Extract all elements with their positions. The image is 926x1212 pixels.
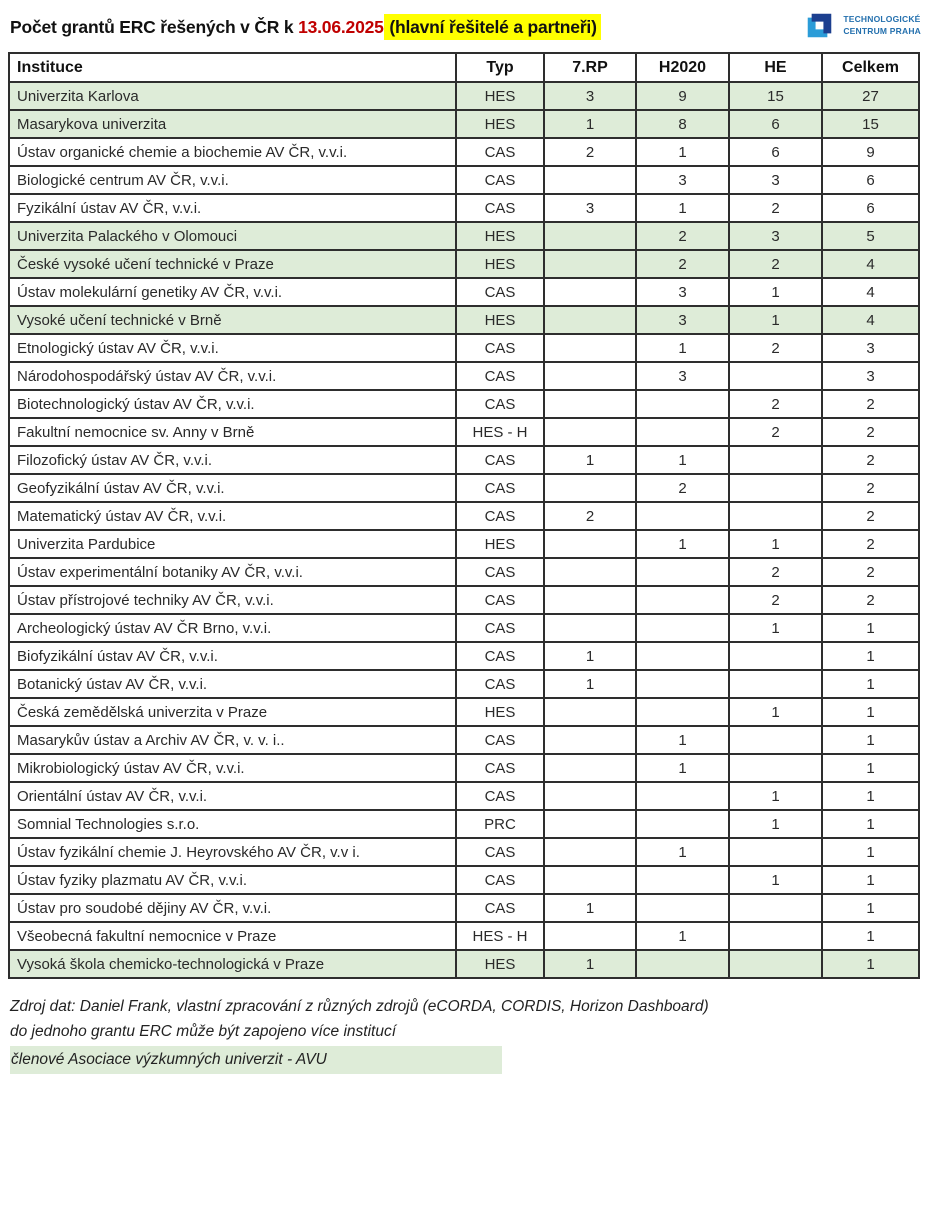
title-date: 13.06.2025 xyxy=(298,17,384,37)
cell-h2020 xyxy=(636,782,729,810)
cell-celkem: 2 xyxy=(822,474,919,502)
page-title xyxy=(10,17,918,38)
cell-typ: CAS xyxy=(456,334,544,362)
cell-rp7 xyxy=(544,866,636,894)
cell-instituce: Fakultní nemocnice sv. Anny v Brně xyxy=(9,418,456,446)
table-row xyxy=(9,586,919,614)
cell-typ: CAS xyxy=(456,446,544,474)
cell-celkem: 15 xyxy=(822,110,919,138)
table-row xyxy=(9,166,919,194)
cell-typ: CAS xyxy=(456,866,544,894)
cell-h2020 xyxy=(636,586,729,614)
table-row xyxy=(9,250,919,278)
cell-he: 6 xyxy=(729,138,822,166)
cell-celkem: 4 xyxy=(822,250,919,278)
source-note: Zdroj dat: Daniel Frank, vlastní zpracování z různých zdrojů (eCORDA, CORDIS, Horizon Dashboard) xyxy=(10,998,709,1015)
cell-celkem: 3 xyxy=(822,362,919,390)
cell-typ: HES xyxy=(456,110,544,138)
cell-celkem: 1 xyxy=(822,782,919,810)
cell-rp7: 2 xyxy=(544,138,636,166)
table-row xyxy=(9,866,919,894)
table-row xyxy=(9,726,919,754)
cell-typ: CAS xyxy=(456,194,544,222)
column-header-instituce: Instituce xyxy=(9,53,456,82)
table-row xyxy=(9,390,919,418)
cell-instituce: Archeologický ústav AV ČR Brno, v.v.i. xyxy=(9,614,456,642)
avu-legend-note: členové Asociace výzkumných univerzit - AVU xyxy=(10,1046,502,1074)
cell-h2020: 1 xyxy=(636,530,729,558)
cell-h2020: 1 xyxy=(636,838,729,866)
cell-rp7: 1 xyxy=(544,894,636,922)
table-header-row xyxy=(9,53,919,82)
cell-rp7 xyxy=(544,586,636,614)
table-row xyxy=(9,754,919,782)
cell-rp7 xyxy=(544,474,636,502)
cell-typ: HES xyxy=(456,306,544,334)
cell-celkem: 4 xyxy=(822,278,919,306)
cell-rp7 xyxy=(544,838,636,866)
cell-celkem: 4 xyxy=(822,306,919,334)
cell-celkem: 1 xyxy=(822,614,919,642)
cell-h2020 xyxy=(636,950,729,978)
cell-he: 1 xyxy=(729,278,822,306)
table-row xyxy=(9,502,919,530)
cell-typ: CAS xyxy=(456,782,544,810)
cell-rp7 xyxy=(544,278,636,306)
cell-he: 2 xyxy=(729,586,822,614)
cell-rp7 xyxy=(544,334,636,362)
table-row xyxy=(9,614,919,642)
cell-celkem: 2 xyxy=(822,446,919,474)
cell-rp7: 1 xyxy=(544,642,636,670)
cell-typ: HES - H xyxy=(456,418,544,446)
cell-celkem: 2 xyxy=(822,586,919,614)
cell-celkem: 1 xyxy=(822,810,919,838)
cell-rp7 xyxy=(544,782,636,810)
cell-he xyxy=(729,362,822,390)
cell-typ: CAS xyxy=(456,502,544,530)
cell-celkem: 2 xyxy=(822,418,919,446)
cell-he: 2 xyxy=(729,194,822,222)
table-row xyxy=(9,642,919,670)
cell-h2020: 1 xyxy=(636,446,729,474)
cell-typ: HES - H xyxy=(456,922,544,950)
cell-h2020: 3 xyxy=(636,362,729,390)
cell-h2020: 2 xyxy=(636,222,729,250)
cell-instituce: Vysoká škola chemicko-technologická v Praze xyxy=(9,950,456,978)
cell-instituce: Ústav pro soudobé dějiny AV ČR, v.v.i. xyxy=(9,894,456,922)
table-row xyxy=(9,670,919,698)
cell-he: 1 xyxy=(729,698,822,726)
cell-rp7: 1 xyxy=(544,110,636,138)
cell-rp7 xyxy=(544,530,636,558)
cell-h2020 xyxy=(636,670,729,698)
cell-celkem: 1 xyxy=(822,726,919,754)
cell-rp7 xyxy=(544,810,636,838)
cell-instituce: Ústav organické chemie a biochemie AV ČR, v.v.i. xyxy=(9,138,456,166)
table-row xyxy=(9,110,919,138)
cell-typ: PRC xyxy=(456,810,544,838)
cell-h2020 xyxy=(636,810,729,838)
cell-celkem: 2 xyxy=(822,530,919,558)
cell-typ: HES xyxy=(456,222,544,250)
cell-rp7: 2 xyxy=(544,502,636,530)
cell-he: 2 xyxy=(729,418,822,446)
cell-he xyxy=(729,754,822,782)
cell-typ: CAS xyxy=(456,614,544,642)
cell-he xyxy=(729,838,822,866)
cell-celkem: 27 xyxy=(822,82,919,110)
cell-h2020: 2 xyxy=(636,474,729,502)
cell-rp7 xyxy=(544,362,636,390)
cell-instituce: Všeobecná fakultní nemocnice v Praze xyxy=(9,922,456,950)
cell-he: 1 xyxy=(729,614,822,642)
cell-h2020 xyxy=(636,642,729,670)
cell-instituce: Biologické centrum AV ČR, v.v.i. xyxy=(9,166,456,194)
cell-rp7 xyxy=(544,390,636,418)
table-row xyxy=(9,782,919,810)
cell-instituce: Botanický ústav AV ČR, v.v.i. xyxy=(9,670,456,698)
cell-instituce: Etnologický ústav AV ČR, v.v.i. xyxy=(9,334,456,362)
cell-instituce: Mikrobiologický ústav AV ČR, v.v.i. xyxy=(9,754,456,782)
cell-typ: CAS xyxy=(456,474,544,502)
cell-he: 1 xyxy=(729,306,822,334)
cell-celkem: 2 xyxy=(822,558,919,586)
cell-he xyxy=(729,726,822,754)
table-row xyxy=(9,334,919,362)
logo-text-line2: CENTRUM PRAHA xyxy=(843,25,921,36)
cell-typ: CAS xyxy=(456,166,544,194)
cell-typ: CAS xyxy=(456,390,544,418)
column-header-h2020: H2020 xyxy=(636,53,729,82)
cell-instituce: Geofyzikální ústav AV ČR, v.v.i. xyxy=(9,474,456,502)
cell-instituce: Vysoké učení technické v Brně xyxy=(9,306,456,334)
cell-celkem: 2 xyxy=(822,502,919,530)
table-row xyxy=(9,698,919,726)
cell-rp7 xyxy=(544,558,636,586)
cell-rp7: 3 xyxy=(544,82,636,110)
cell-he: 3 xyxy=(729,222,822,250)
cell-instituce: Somnial Technologies s.r.o. xyxy=(9,810,456,838)
cell-celkem: 3 xyxy=(822,334,919,362)
cell-h2020: 1 xyxy=(636,754,729,782)
cell-instituce: Biofyzikální ústav AV ČR, v.v.i. xyxy=(9,642,456,670)
table-row xyxy=(9,922,919,950)
cell-h2020: 3 xyxy=(636,306,729,334)
cell-typ: HES xyxy=(456,698,544,726)
cell-he xyxy=(729,950,822,978)
column-header-typ: Typ xyxy=(456,53,544,82)
cell-h2020: 2 xyxy=(636,250,729,278)
cell-h2020: 1 xyxy=(636,726,729,754)
cell-rp7: 1 xyxy=(544,670,636,698)
cell-instituce: Národohospodářský ústav AV ČR, v.v.i. xyxy=(9,362,456,390)
cell-he: 2 xyxy=(729,334,822,362)
cell-celkem: 1 xyxy=(822,838,919,866)
cell-instituce: Ústav experimentální botaniky AV ČR, v.v.i. xyxy=(9,558,456,586)
cell-instituce: Univerzita Palackého v Olomouci xyxy=(9,222,456,250)
cell-rp7 xyxy=(544,166,636,194)
table-row xyxy=(9,950,919,978)
cell-celkem: 9 xyxy=(822,138,919,166)
table-row xyxy=(9,838,919,866)
cell-instituce: Masarykova univerzita xyxy=(9,110,456,138)
cell-typ: CAS xyxy=(456,670,544,698)
cell-he: 1 xyxy=(729,530,822,558)
cell-celkem: 1 xyxy=(822,642,919,670)
table-row xyxy=(9,894,919,922)
cell-he: 1 xyxy=(729,782,822,810)
cell-h2020 xyxy=(636,866,729,894)
cell-typ: CAS xyxy=(456,838,544,866)
cell-typ: CAS xyxy=(456,586,544,614)
cell-instituce: Matematický ústav AV ČR, v.v.i. xyxy=(9,502,456,530)
table-row xyxy=(9,446,919,474)
cell-he xyxy=(729,474,822,502)
cell-celkem: 1 xyxy=(822,866,919,894)
cell-instituce: Univerzita Pardubice xyxy=(9,530,456,558)
cell-rp7 xyxy=(544,306,636,334)
cell-he xyxy=(729,642,822,670)
cell-typ: HES xyxy=(456,250,544,278)
organization-logo xyxy=(801,7,921,44)
cell-typ: HES xyxy=(456,82,544,110)
cell-h2020: 1 xyxy=(636,138,729,166)
cell-celkem: 1 xyxy=(822,950,919,978)
cell-instituce: Biotechnologický ústav AV ČR, v.v.i. xyxy=(9,390,456,418)
table-row xyxy=(9,138,919,166)
cell-h2020: 8 xyxy=(636,110,729,138)
cell-h2020: 1 xyxy=(636,334,729,362)
tc-praha-logo-icon xyxy=(801,7,838,44)
cell-instituce: Masarykův ústav a Archiv AV ČR, v. v. i.. xyxy=(9,726,456,754)
cell-rp7 xyxy=(544,418,636,446)
cell-instituce: Ústav fyzikální chemie J. Heyrovského AV ČR, v.v i. xyxy=(9,838,456,866)
cell-celkem: 1 xyxy=(822,754,919,782)
cell-rp7 xyxy=(544,754,636,782)
cell-he: 2 xyxy=(729,390,822,418)
table-row xyxy=(9,194,919,222)
table-row xyxy=(9,474,919,502)
cell-instituce: Ústav fyziky plazmatu AV ČR, v.v.i. xyxy=(9,866,456,894)
cell-h2020: 3 xyxy=(636,166,729,194)
table-row xyxy=(9,306,919,334)
cell-he: 2 xyxy=(729,558,822,586)
cell-rp7: 1 xyxy=(544,446,636,474)
cell-rp7 xyxy=(544,250,636,278)
cell-instituce: České vysoké učení technické v Praze xyxy=(9,250,456,278)
cell-instituce: Česká zemědělská univerzita v Praze xyxy=(9,698,456,726)
cell-he xyxy=(729,894,822,922)
cell-instituce: Ústav molekulární genetiky AV ČR, v.v.i. xyxy=(9,278,456,306)
cell-typ: HES xyxy=(456,530,544,558)
cell-typ: HES xyxy=(456,950,544,978)
cell-h2020 xyxy=(636,390,729,418)
cell-he xyxy=(729,446,822,474)
cell-instituce: Fyzikální ústav AV ČR, v.v.i. xyxy=(9,194,456,222)
cell-typ: CAS xyxy=(456,754,544,782)
cell-instituce: Filozofický ústav AV ČR, v.v.i. xyxy=(9,446,456,474)
cell-h2020: 1 xyxy=(636,194,729,222)
column-header-he: HE xyxy=(729,53,822,82)
cell-rp7 xyxy=(544,922,636,950)
logo-text-line1: TECHNOLOGICKÉ xyxy=(843,14,921,25)
table-row xyxy=(9,418,919,446)
cell-h2020: 9 xyxy=(636,82,729,110)
grants-table xyxy=(8,52,920,979)
cell-typ: CAS xyxy=(456,362,544,390)
cell-celkem: 6 xyxy=(822,194,919,222)
cell-h2020 xyxy=(636,502,729,530)
cell-h2020 xyxy=(636,698,729,726)
table-row xyxy=(9,558,919,586)
cell-celkem: 1 xyxy=(822,922,919,950)
cell-he: 1 xyxy=(729,866,822,894)
cell-rp7: 1 xyxy=(544,950,636,978)
cell-typ: CAS xyxy=(456,642,544,670)
cell-he: 15 xyxy=(729,82,822,110)
cell-h2020 xyxy=(636,614,729,642)
cell-he xyxy=(729,670,822,698)
cell-celkem: 1 xyxy=(822,670,919,698)
title-highlighted-note: (hlavní řešitelé a partneři) xyxy=(384,14,601,40)
cell-rp7: 3 xyxy=(544,194,636,222)
cell-h2020: 3 xyxy=(636,278,729,306)
cell-he: 6 xyxy=(729,110,822,138)
cell-he: 3 xyxy=(729,166,822,194)
cell-celkem: 2 xyxy=(822,390,919,418)
cell-typ: CAS xyxy=(456,726,544,754)
cell-rp7 xyxy=(544,698,636,726)
cell-instituce: Univerzita Karlova xyxy=(9,82,456,110)
cell-instituce: Orientální ústav AV ČR, v.v.i. xyxy=(9,782,456,810)
cell-h2020 xyxy=(636,558,729,586)
cell-typ: CAS xyxy=(456,278,544,306)
logo-text xyxy=(843,14,921,36)
cell-rp7 xyxy=(544,222,636,250)
cell-h2020: 1 xyxy=(636,922,729,950)
cell-typ: CAS xyxy=(456,894,544,922)
table-row xyxy=(9,278,919,306)
cell-he xyxy=(729,922,822,950)
multiplicity-note: do jednoho grantu ERC může být zapojeno více institucí xyxy=(10,1023,397,1040)
cell-celkem: 1 xyxy=(822,894,919,922)
table-row xyxy=(9,222,919,250)
cell-rp7 xyxy=(544,726,636,754)
column-header-7rp: 7.RP xyxy=(544,53,636,82)
footer-notes xyxy=(10,994,926,1074)
cell-instituce: Ústav přístrojové techniky AV ČR, v.v.i. xyxy=(9,586,456,614)
cell-he xyxy=(729,502,822,530)
cell-celkem: 5 xyxy=(822,222,919,250)
cell-he: 2 xyxy=(729,250,822,278)
column-header-celkem: Celkem xyxy=(822,53,919,82)
cell-h2020 xyxy=(636,894,729,922)
table-row xyxy=(9,810,919,838)
cell-rp7 xyxy=(544,614,636,642)
table-row xyxy=(9,530,919,558)
cell-celkem: 1 xyxy=(822,698,919,726)
table-row xyxy=(9,362,919,390)
cell-he: 1 xyxy=(729,810,822,838)
title-prefix: Počet grantů ERC řešených v ČR k xyxy=(10,17,299,37)
cell-h2020 xyxy=(636,418,729,446)
cell-celkem: 6 xyxy=(822,166,919,194)
table-row xyxy=(9,82,919,110)
page-header xyxy=(0,0,926,52)
cell-typ: CAS xyxy=(456,558,544,586)
cell-typ: CAS xyxy=(456,138,544,166)
